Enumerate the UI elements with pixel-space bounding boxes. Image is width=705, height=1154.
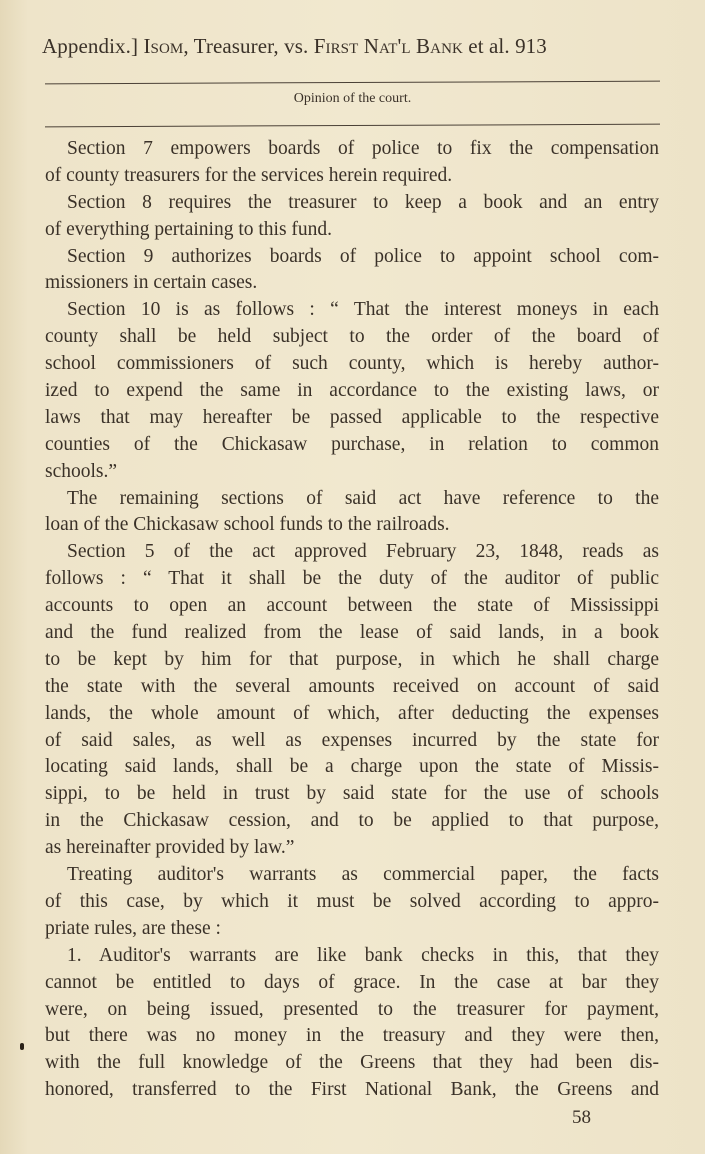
text-line: Section 5 of the act approved February 23, 1848, reads as (67, 541, 659, 563)
running-header (42, 34, 662, 59)
header-title-mid: , Treasurer, vs. (183, 34, 314, 58)
header-title-etal: et al. (462, 34, 510, 58)
text-line: cannot be entitled to days of grace. In the case at bar they (45, 971, 659, 993)
text-line: missioners in certain cases. (45, 272, 258, 294)
text-line: loan of the Chickasaw school funds to the railroads. (45, 514, 450, 536)
text-line: The remaining sections of said act have reference to the (67, 487, 659, 509)
page-number: 913 (515, 34, 547, 58)
text-line: sippi, to be held in trust by said state for the use of schools (45, 783, 659, 805)
text-line: were, on being issued, presented to the treasurer for payment, (45, 998, 659, 1020)
header-title-bank: First Nat'l Bank (313, 34, 463, 58)
text-line: accounts to open an account between the state of Mississippi (45, 595, 659, 617)
margin-mark (20, 1043, 24, 1050)
text-line: schools.” (45, 460, 118, 482)
text-line: 1. Auditor's warrants are like bank checks in this, that they (67, 944, 659, 966)
text-line: of county treasurers for the services herein required. (45, 164, 453, 186)
text-line: county shall be held subject to the order of the board of (45, 326, 659, 348)
text-line: locating said lands, shall be a charge upon the state of Missis- (45, 756, 659, 778)
text-line: to be kept by him for that purpose, in which he shall charge (45, 648, 659, 670)
text-line: Treating auditor's warrants as commercial paper, the facts (67, 864, 659, 886)
text-line: Section 10 is as follows : “ That the interest moneys in each (67, 299, 659, 321)
header-section: Appendix.] (42, 34, 139, 58)
text-line: Section 8 requires the treasurer to keep a book and an entry (67, 191, 659, 213)
header-title (143, 34, 509, 58)
header-title-party: Isom (143, 34, 184, 58)
text-line: follows : “ That it shall be the duty of the auditor of public (45, 568, 659, 590)
text-line: in the Chickasaw cession, and to be applied to that purpose, (45, 810, 659, 832)
text-line: Section 7 empowers boards of police to fix the compensation (67, 138, 659, 159)
text-line: priate rules, are these : (45, 917, 221, 939)
text-line: of said sales, as well as expenses incurred by the state for (45, 729, 659, 751)
text-line: and the fund realized from the lease of said lands, in a book (45, 622, 659, 644)
text-line: of this case, by which it must be solved according to appro- (45, 890, 659, 912)
text-line: lands, the whole amount of which, after deducting the expenses (45, 702, 659, 724)
text-line: as hereinafter provided by law.” (45, 837, 295, 859)
text-line: school commissioners of such county, which is hereby author- (45, 353, 659, 375)
subheading: Opinion of the court. (293, 91, 412, 106)
text-line: of everything pertaining to this fund. (45, 218, 333, 240)
text-line: ized to expend the same in accordance to the existing laws, or (45, 380, 659, 402)
text-line: honored, transferred to the First National Bank, the Greens and (45, 1079, 659, 1101)
text-line: the state with the several amounts received on account of said (45, 675, 659, 697)
text-line: but there was no money in the treasury and they were then, (45, 1025, 659, 1047)
text-line: laws that may hereafter be passed applicable to the respective (45, 406, 659, 428)
text-line: counties of the Chickasaw purchase, in relation to common (45, 433, 659, 455)
text-line: with the full knowledge of the Greens that they had been dis- (45, 1052, 659, 1074)
body-text (45, 136, 659, 1104)
text-line: Section 9 authorizes boards of police to appoint school com- (67, 245, 659, 267)
signature-mark: 58 (572, 1107, 591, 1128)
